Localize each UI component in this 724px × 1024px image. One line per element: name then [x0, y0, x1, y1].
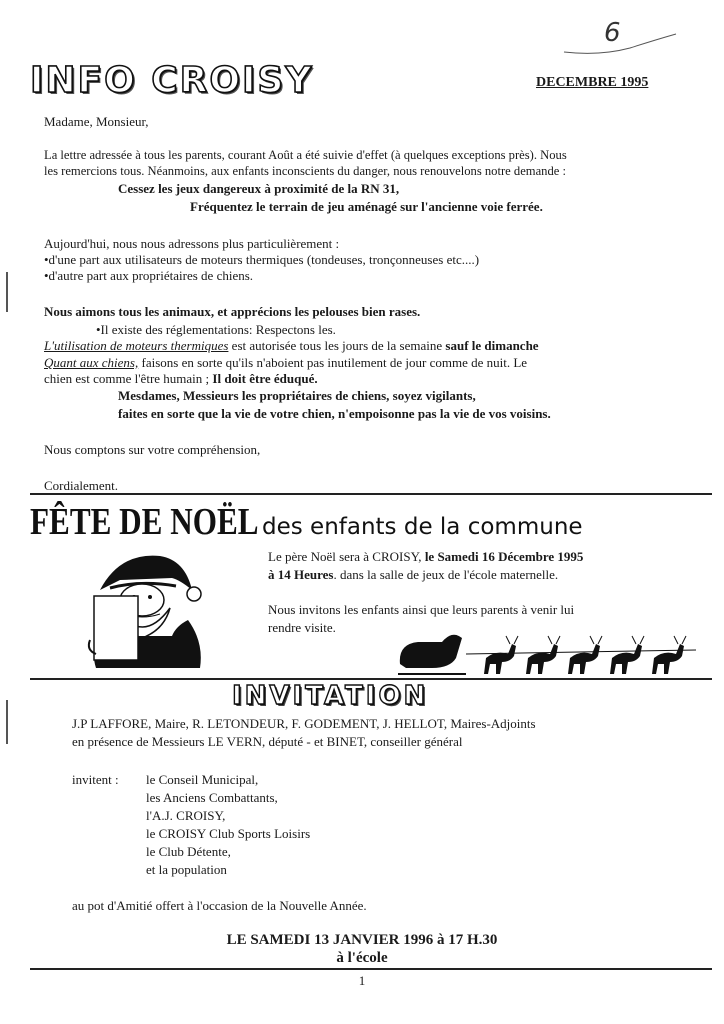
fete-title: FÊTE DE NOËL	[30, 501, 259, 543]
fete-line: rendre visite.	[268, 620, 336, 635]
emphasis-line: Nous aimons tous les animaux, et apprécions les pelouses bien rases.	[44, 304, 421, 319]
invitee-item: l'A.J. CROISY,	[146, 808, 226, 823]
invitation-title: INVITATION	[232, 681, 429, 711]
paragraph-line: les remercions tous. Néanmoins, aux enfants inconscients du danger, nous renouvelons notre demande :	[44, 164, 567, 178]
invite-label: invitent :	[72, 772, 119, 787]
section-divider	[30, 678, 712, 680]
closing-line: Cordialement.	[44, 478, 119, 493]
santa-claus-illustration	[80, 550, 210, 670]
invitee-item: et la population	[146, 862, 227, 877]
sleigh-reindeer-illustration	[396, 624, 714, 680]
newsletter-date: DECEMBRE 1995	[536, 75, 649, 90]
fete-subtitle: des enfants de la commune	[262, 514, 583, 540]
section-divider	[30, 493, 712, 495]
event-date-line: LE SAMEDI 13 JANVIER 1996 à 17 H.30	[226, 932, 498, 948]
invitee-item: le CROISY Club Sports Loisirs	[146, 826, 311, 841]
handwritten-page-mark: 6	[604, 18, 621, 48]
occasion-line: au pot d'Amitié offert à l'occasion de la Nouvelle Année.	[72, 898, 367, 913]
bullet-line: •d'autre part aux propriétaires de chiens.	[44, 268, 254, 283]
paragraph-line: chien est comme l'être humain ; Il doit être éduqué.	[44, 371, 318, 386]
handwritten-stroke	[560, 30, 680, 60]
dogs-phrase: Quant aux chiens,	[44, 355, 139, 370]
appeal-line: faites en sorte que la vie de votre chien, n'empoisonne pas la vie de vos voisins.	[118, 406, 551, 421]
appeal-line: Mesdames, Messieurs les propriétaires de chiens, soyez vigilants,	[118, 388, 476, 403]
fete-line: à 14 Heures. dans la salle de jeux de l'école maternelle.	[268, 567, 559, 582]
hosts-line: en présence de Messieurs LE VERN, député - et BINET, conseiller général	[72, 734, 463, 749]
bullet-line: •d'une part aux utilisateurs de moteurs thermiques (tondeuses, tronçonneuses etc....)	[44, 252, 480, 267]
hosts-line: J.P LAFFORE, Maire, R. LETONDEUR, F. GODEMENT, J. HELLOT, Maires-Adjoints	[72, 716, 536, 731]
fete-line: Le père Noël sera à CROISY, le Samedi 16 Décembre 1995	[268, 549, 584, 564]
request-line: Cessez les jeux dangereux à proximité de la RN 31,	[118, 181, 400, 196]
request-line: Fréquentez le terrain de jeu aménagé sur l'ancienne voie ferrée.	[190, 199, 543, 214]
scan-margin-mark	[6, 272, 8, 312]
page-number: 1	[358, 973, 366, 988]
fete-line: Nous invitons les enfants ainsi que leurs parents à venir lui	[268, 602, 575, 617]
scan-margin-mark	[6, 700, 8, 744]
footer-divider	[30, 968, 712, 970]
invitee-item: le Conseil Municipal,	[146, 772, 259, 787]
salutation: Madame, Monsieur,	[44, 114, 149, 129]
invitee-item: les Anciens Combattants,	[146, 790, 278, 805]
paragraph-line: Aujourd'hui, nous nous adressons plus particulièrement :	[44, 236, 340, 251]
engines-phrase: L'utilisation de moteurs thermiques	[44, 338, 229, 353]
closing-line: Nous comptons sur votre compréhension,	[44, 442, 261, 457]
invitee-item: le Club Détente,	[146, 844, 231, 859]
bullet-line: •Il existe des réglementations: Respectons les.	[96, 322, 336, 337]
rule-line-engines: L'utilisation de moteurs thermiques est autorisée tous les jours de la semaine sauf le dimanche	[44, 338, 539, 353]
paragraph-line: La lettre adressée à tous les parents, courant Août a été suivie d'effet (à quelques exceptions près). Nous	[44, 148, 567, 162]
newsletter-title: INFO CROISY	[30, 60, 314, 101]
rule-line-dogs: Quant aux chiens, faisons en sorte qu'ils n'aboient pas inutilement de jour comme de nuit. Le	[44, 355, 528, 370]
event-place-line: à l'école	[336, 950, 388, 966]
